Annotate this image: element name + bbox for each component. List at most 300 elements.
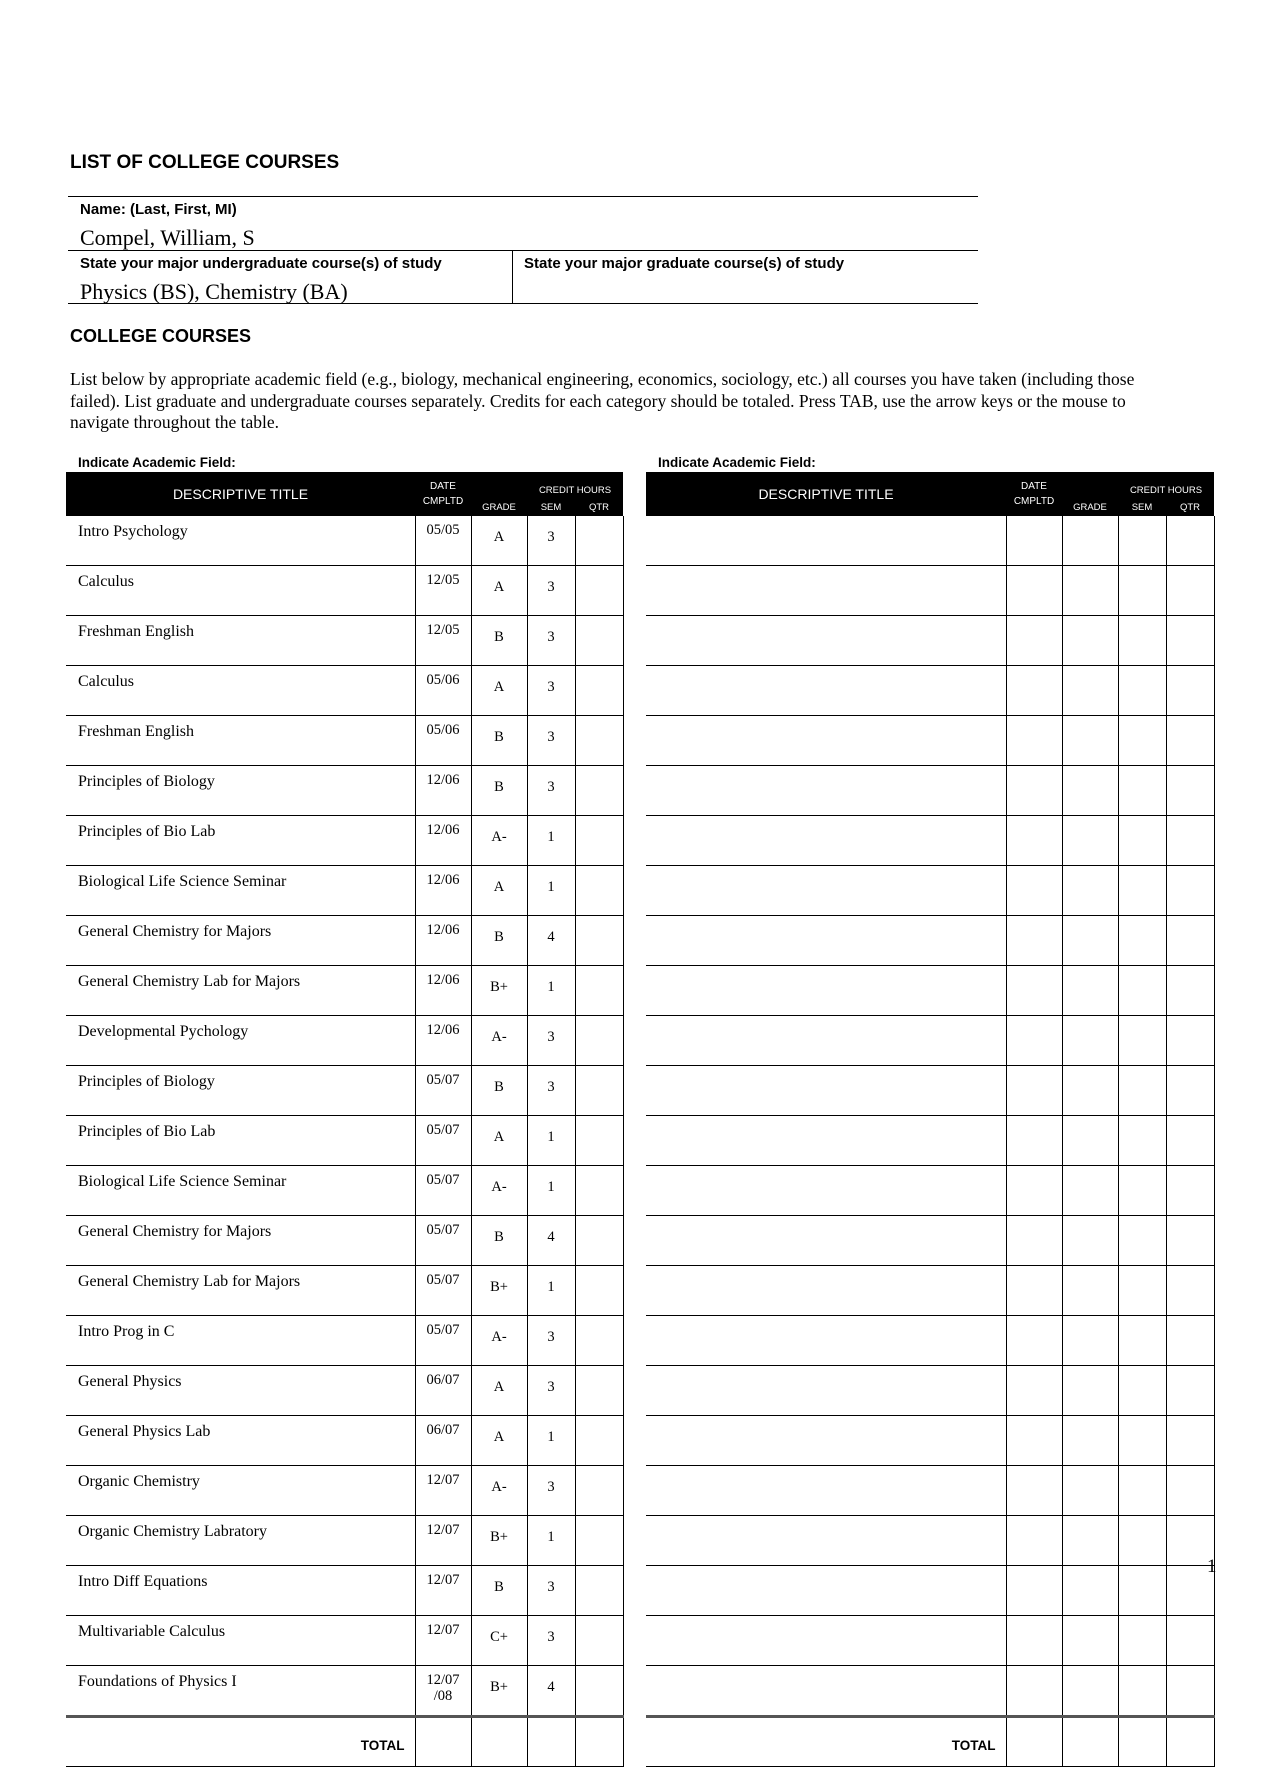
sem-hours-cell[interactable]: 1 xyxy=(527,1266,575,1316)
qtr-hours-cell[interactable] xyxy=(1166,1466,1214,1516)
qtr-hours-cell[interactable] xyxy=(1166,816,1214,866)
sem-hours-cell[interactable] xyxy=(1118,516,1166,566)
grade-cell[interactable]: A- xyxy=(471,1166,527,1216)
course-title-cell[interactable] xyxy=(646,1466,1006,1516)
sem-hours-cell[interactable]: 3 xyxy=(527,766,575,816)
grade-cell[interactable] xyxy=(1062,1166,1118,1216)
date-completed-cell[interactable]: 06/07 xyxy=(415,1416,471,1466)
course-row xyxy=(646,1266,1214,1316)
qtr-hours-cell[interactable] xyxy=(575,1166,623,1216)
total-sem-cell[interactable] xyxy=(527,1717,575,1767)
course-row xyxy=(646,1516,1214,1566)
qtr-hours-cell[interactable] xyxy=(1166,966,1214,1016)
sem-hours-cell[interactable]: 3 xyxy=(527,566,575,616)
grad-major-field[interactable] xyxy=(513,251,978,303)
date-completed-cell[interactable]: 12/06 xyxy=(415,916,471,966)
date-completed-cell[interactable]: 12/07 xyxy=(415,1516,471,1566)
sem-hours-cell[interactable] xyxy=(1118,1166,1166,1216)
course-row xyxy=(646,816,1214,866)
date-completed-cell[interactable] xyxy=(1006,1016,1062,1066)
sem-hours-cell[interactable] xyxy=(1118,1566,1166,1616)
grade-cell[interactable] xyxy=(1062,1666,1118,1717)
sem-hours-cell[interactable]: 3 xyxy=(527,1366,575,1416)
course-title-cell[interactable] xyxy=(646,1216,1006,1266)
course-row xyxy=(646,1566,1214,1616)
date-completed-cell[interactable] xyxy=(1006,866,1062,916)
course-title-cell[interactable]: Organic Chemistry xyxy=(66,1466,415,1516)
header-grade: GRADE xyxy=(1062,472,1118,516)
course-title-cell[interactable]: Calculus xyxy=(66,666,415,716)
sem-hours-cell[interactable]: 4 xyxy=(527,916,575,966)
course-row xyxy=(66,1666,623,1717)
grade-cell[interactable] xyxy=(1062,1616,1118,1666)
date-completed-cell[interactable]: 06/07 xyxy=(415,1366,471,1416)
date-completed-cell[interactable] xyxy=(1006,1216,1062,1266)
date-completed-cell[interactable]: 12/05 xyxy=(415,566,471,616)
undergrad-major-label: State your major undergraduate course(s) of study xyxy=(80,255,442,272)
date-completed-cell[interactable] xyxy=(1006,1266,1062,1316)
date-completed-cell[interactable]: 05/07 xyxy=(415,1066,471,1116)
grade-cell[interactable] xyxy=(1062,766,1118,816)
header-qtr: QTR xyxy=(1166,498,1214,516)
qtr-hours-cell[interactable] xyxy=(575,916,623,966)
sem-hours-cell[interactable]: 3 xyxy=(527,1066,575,1116)
sem-hours-cell[interactable] xyxy=(1118,866,1166,916)
course-row xyxy=(66,666,623,716)
grade-cell[interactable]: A xyxy=(471,866,527,916)
sem-hours-cell[interactable] xyxy=(1118,816,1166,866)
course-title-cell[interactable]: Freshman English xyxy=(66,616,415,666)
date-completed-cell[interactable] xyxy=(1006,566,1062,616)
course-title-cell[interactable] xyxy=(646,666,1006,716)
course-row xyxy=(66,1516,623,1566)
grade-cell[interactable] xyxy=(1062,1316,1118,1366)
total-qtr-cell[interactable] xyxy=(1166,1717,1214,1767)
grade-cell[interactable] xyxy=(1062,716,1118,766)
date-completed-cell[interactable] xyxy=(1006,1066,1062,1116)
header-credit-hours: CREDIT HOURS xyxy=(527,472,623,498)
qtr-hours-cell[interactable] xyxy=(575,616,623,666)
qtr-hours-cell[interactable] xyxy=(575,1466,623,1516)
course-title-cell[interactable]: Principles of Bio Lab xyxy=(66,816,415,866)
grade-cell[interactable]: B xyxy=(471,1216,527,1266)
grade-cell[interactable] xyxy=(1062,516,1118,566)
course-row xyxy=(646,966,1214,1016)
course-title-cell[interactable]: Freshman English xyxy=(66,716,415,766)
course-row xyxy=(646,716,1214,766)
date-completed-cell[interactable] xyxy=(1006,1466,1062,1516)
qtr-hours-cell[interactable] xyxy=(1166,1116,1214,1166)
header-date-line2: CMPLTD xyxy=(422,496,464,507)
sem-hours-cell[interactable]: 1 xyxy=(527,1166,575,1216)
grade-cell[interactable] xyxy=(1062,1116,1118,1166)
sem-hours-cell[interactable]: 3 xyxy=(527,616,575,666)
course-row xyxy=(646,1666,1214,1717)
course-title-cell[interactable]: Multivariable Calculus xyxy=(66,1616,415,1666)
grade-cell[interactable] xyxy=(1062,1266,1118,1316)
sem-hours-cell[interactable]: 1 xyxy=(527,816,575,866)
course-title-cell[interactable]: Calculus xyxy=(66,566,415,616)
course-row xyxy=(66,1116,623,1166)
grade-cell[interactable]: B xyxy=(471,1066,527,1116)
course-title-cell[interactable]: Foundations of Physics I xyxy=(66,1666,415,1717)
name-value[interactable]: Compel, William, S xyxy=(80,225,255,250)
date-completed-cell[interactable]: 12/06 xyxy=(415,866,471,916)
sem-hours-cell[interactable] xyxy=(1118,1216,1166,1266)
grade-cell[interactable]: A xyxy=(471,516,527,566)
course-title-cell[interactable] xyxy=(646,766,1006,816)
qtr-hours-cell[interactable] xyxy=(1166,766,1214,816)
grade-cell[interactable] xyxy=(1062,566,1118,616)
date-completed-cell[interactable] xyxy=(1006,1166,1062,1216)
qtr-hours-cell[interactable] xyxy=(575,966,623,1016)
course-row xyxy=(66,1416,623,1466)
sem-hours-cell[interactable] xyxy=(1118,1416,1166,1466)
date-completed-cell[interactable] xyxy=(1006,1616,1062,1666)
sem-hours-cell[interactable] xyxy=(1118,1116,1166,1166)
date-completed-cell[interactable]: 05/07 xyxy=(415,1216,471,1266)
total-qtr-cell[interactable] xyxy=(575,1717,623,1767)
date-completed-cell[interactable] xyxy=(1006,1116,1062,1166)
grade-cell[interactable]: B xyxy=(471,716,527,766)
date-completed-cell[interactable] xyxy=(1006,666,1062,716)
sem-hours-cell[interactable]: 3 xyxy=(527,716,575,766)
course-row xyxy=(646,1366,1214,1416)
sem-hours-cell[interactable] xyxy=(1118,1616,1166,1666)
course-row xyxy=(646,1316,1214,1366)
course-title-cell[interactable] xyxy=(646,1166,1006,1216)
date-completed-cell[interactable]: 12/06 xyxy=(415,816,471,866)
academic-field-label-right: Indicate Academic Field: xyxy=(658,455,816,470)
grade-cell[interactable]: A xyxy=(471,566,527,616)
grade-cell[interactable]: B xyxy=(471,616,527,666)
course-title-cell[interactable]: General Chemistry Lab for Majors xyxy=(66,966,415,1016)
sem-hours-cell[interactable]: 3 xyxy=(527,1566,575,1616)
date-completed-cell[interactable] xyxy=(1006,1366,1062,1416)
date-completed-cell[interactable] xyxy=(1006,1316,1062,1366)
date-completed-cell[interactable]: 05/07 xyxy=(415,1316,471,1366)
qtr-hours-cell[interactable] xyxy=(575,566,623,616)
grade-cell[interactable]: A xyxy=(471,1116,527,1166)
qtr-hours-cell[interactable] xyxy=(575,1366,623,1416)
course-title-cell[interactable]: General Physics xyxy=(66,1366,415,1416)
course-table-left xyxy=(66,472,624,1767)
qtr-hours-cell[interactable] xyxy=(575,1666,623,1717)
sem-hours-cell[interactable]: 3 xyxy=(527,666,575,716)
grade-cell[interactable]: A xyxy=(471,666,527,716)
course-row xyxy=(646,616,1214,666)
date-completed-cell[interactable]: 05/07 xyxy=(415,1166,471,1216)
section-title: COLLEGE COURSES xyxy=(70,326,252,346)
grade-cell[interactable] xyxy=(1062,1066,1118,1116)
qtr-hours-cell[interactable] xyxy=(1166,1416,1214,1466)
grade-cell[interactable] xyxy=(1062,1016,1118,1066)
sem-hours-cell[interactable]: 3 xyxy=(527,1616,575,1666)
name-field[interactable] xyxy=(68,196,978,250)
course-row xyxy=(66,1166,623,1216)
qtr-hours-cell[interactable] xyxy=(1166,1366,1214,1416)
sem-hours-cell[interactable]: 3 xyxy=(527,1316,575,1366)
course-title-cell[interactable] xyxy=(646,1016,1006,1066)
course-title-cell[interactable]: Intro Psychology xyxy=(66,516,415,566)
course-row xyxy=(66,966,623,1016)
page-number: 1 xyxy=(1207,1556,1217,1577)
date-completed-cell[interactable] xyxy=(1006,916,1062,966)
course-row xyxy=(66,716,623,766)
course-title-cell[interactable] xyxy=(646,616,1006,666)
date-completed-cell[interactable]: 12/05 xyxy=(415,616,471,666)
course-row xyxy=(66,866,623,916)
sem-hours-cell[interactable]: 4 xyxy=(527,1666,575,1717)
grad-major-label: State your major graduate course(s) of study xyxy=(524,255,845,272)
sem-hours-cell[interactable] xyxy=(1118,616,1166,666)
course-title-cell[interactable] xyxy=(646,816,1006,866)
grade-cell[interactable] xyxy=(1062,1366,1118,1416)
qtr-hours-cell[interactable] xyxy=(1166,616,1214,666)
date-completed-cell[interactable]: 12/07 xyxy=(415,1566,471,1616)
grade-cell[interactable]: B+ xyxy=(471,1516,527,1566)
grade-cell[interactable]: B+ xyxy=(471,966,527,1016)
course-title-cell[interactable] xyxy=(646,866,1006,916)
qtr-hours-cell[interactable] xyxy=(575,1216,623,1266)
qtr-hours-cell[interactable] xyxy=(575,1116,623,1166)
course-title-cell[interactable] xyxy=(646,1516,1006,1566)
qtr-hours-cell[interactable] xyxy=(575,1566,623,1616)
date-completed-cell[interactable] xyxy=(1006,1416,1062,1466)
qtr-hours-cell[interactable] xyxy=(575,1016,623,1066)
qtr-hours-cell[interactable] xyxy=(1166,1016,1214,1066)
qtr-hours-cell[interactable] xyxy=(1166,916,1214,966)
course-row xyxy=(66,1016,623,1066)
grade-cell[interactable] xyxy=(1062,616,1118,666)
qtr-hours-cell[interactable] xyxy=(575,1066,623,1116)
date-completed-cell[interactable] xyxy=(1006,966,1062,1016)
course-title-cell[interactable] xyxy=(646,916,1006,966)
date-completed-cell[interactable]: 12/06 xyxy=(415,966,471,1016)
date-completed-cell[interactable] xyxy=(1006,1666,1062,1717)
date-completed-cell[interactable]: 12/06 xyxy=(415,766,471,816)
course-title-cell[interactable] xyxy=(646,1316,1006,1366)
course-title-cell[interactable]: Biological Life Science Seminar xyxy=(66,866,415,916)
header-qtr: QTR xyxy=(575,498,623,516)
total-grade-cell[interactable] xyxy=(471,1717,527,1767)
sem-hours-cell[interactable] xyxy=(1118,666,1166,716)
qtr-hours-cell[interactable] xyxy=(1166,866,1214,916)
grade-cell[interactable]: B xyxy=(471,916,527,966)
course-title-cell[interactable]: General Chemistry for Majors xyxy=(66,1216,415,1266)
date-completed-cell[interactable]: 12/07 xyxy=(415,1616,471,1666)
sem-hours-cell[interactable]: 1 xyxy=(527,866,575,916)
undergrad-major-field[interactable] xyxy=(68,251,513,303)
grade-cell[interactable]: A- xyxy=(471,816,527,866)
qtr-hours-cell[interactable] xyxy=(575,816,623,866)
date-completed-cell[interactable]: 05/06 xyxy=(415,716,471,766)
course-title-cell[interactable]: Intro Diff Equations xyxy=(66,1566,415,1616)
grade-cell[interactable]: A- xyxy=(471,1466,527,1516)
date-completed-cell[interactable]: 05/07 xyxy=(415,1266,471,1316)
course-row xyxy=(66,566,623,616)
qtr-hours-cell[interactable] xyxy=(1166,1266,1214,1316)
date-completed-cell[interactable] xyxy=(1006,816,1062,866)
total-row xyxy=(646,1717,1214,1767)
course-row xyxy=(646,866,1214,916)
total-date-cell[interactable] xyxy=(415,1717,471,1767)
qtr-hours-cell[interactable] xyxy=(575,716,623,766)
total-label: TOTAL xyxy=(66,1717,415,1767)
sem-hours-cell[interactable] xyxy=(1118,766,1166,816)
qtr-hours-cell[interactable] xyxy=(1166,1216,1214,1266)
sem-hours-cell[interactable] xyxy=(1118,966,1166,1016)
qtr-hours-cell[interactable] xyxy=(575,1266,623,1316)
qtr-hours-cell[interactable] xyxy=(1166,1066,1214,1116)
date-completed-cell[interactable] xyxy=(1006,616,1062,666)
name-label: Name: (Last, First, MI) xyxy=(80,201,237,218)
grade-cell[interactable]: B xyxy=(471,1566,527,1616)
course-title-cell[interactable] xyxy=(646,1616,1006,1666)
grade-cell[interactable] xyxy=(1062,1466,1118,1516)
sem-hours-cell[interactable]: 3 xyxy=(527,1016,575,1066)
course-row xyxy=(646,1416,1214,1466)
course-row xyxy=(646,1466,1214,1516)
qtr-hours-cell[interactable] xyxy=(575,1416,623,1466)
course-title-cell[interactable] xyxy=(646,716,1006,766)
grade-cell[interactable]: C+ xyxy=(471,1616,527,1666)
course-title-cell[interactable] xyxy=(646,1266,1006,1316)
date-completed-cell[interactable] xyxy=(1006,1566,1062,1616)
date-completed-cell[interactable] xyxy=(1006,516,1062,566)
total-date-cell[interactable] xyxy=(1006,1717,1062,1767)
date-completed-cell[interactable]: 05/05 xyxy=(415,516,471,566)
sem-hours-cell[interactable]: 3 xyxy=(527,516,575,566)
sem-hours-cell[interactable]: 1 xyxy=(527,1416,575,1466)
course-title-cell[interactable] xyxy=(646,1416,1006,1466)
grade-cell[interactable]: B+ xyxy=(471,1666,527,1717)
course-title-cell[interactable] xyxy=(646,1066,1006,1116)
header-credit-hours: CREDIT HOURS xyxy=(1118,472,1214,498)
course-title-cell[interactable]: Principles of Biology xyxy=(66,1066,415,1116)
total-grade-cell[interactable] xyxy=(1062,1717,1118,1767)
grade-cell[interactable]: B+ xyxy=(471,1266,527,1316)
qtr-hours-cell[interactable] xyxy=(1166,716,1214,766)
grade-cell[interactable] xyxy=(1062,1216,1118,1266)
sem-hours-cell[interactable] xyxy=(1118,1366,1166,1416)
sem-hours-cell[interactable]: 1 xyxy=(527,1516,575,1566)
header-date-line1: DATE xyxy=(430,481,456,492)
course-row xyxy=(66,766,623,816)
qtr-hours-cell[interactable] xyxy=(575,766,623,816)
undergrad-major-value[interactable]: Physics (BS), Chemistry (BA) xyxy=(80,279,348,304)
course-title-cell[interactable]: General Physics Lab xyxy=(66,1416,415,1466)
course-title-cell[interactable] xyxy=(646,1366,1006,1416)
sem-hours-cell[interactable] xyxy=(1118,566,1166,616)
course-row xyxy=(66,1616,623,1666)
grade-cell[interactable] xyxy=(1062,1516,1118,1566)
course-title-cell[interactable] xyxy=(646,966,1006,1016)
total-label: TOTAL xyxy=(646,1717,1006,1767)
date-completed-cell[interactable]: 05/06 xyxy=(415,666,471,716)
course-title-cell[interactable] xyxy=(646,516,1006,566)
grade-cell[interactable]: A- xyxy=(471,1316,527,1366)
date-completed-cell[interactable]: 12/07 xyxy=(415,1466,471,1516)
qtr-hours-cell[interactable] xyxy=(1166,1616,1214,1666)
course-title-cell[interactable] xyxy=(646,1116,1006,1166)
date-completed-cell[interactable] xyxy=(1006,1516,1062,1566)
course-title-cell[interactable]: Principles of Bio Lab xyxy=(66,1116,415,1166)
date-completed-cell[interactable]: 05/07 xyxy=(415,1116,471,1166)
header-date-completed xyxy=(415,472,471,516)
grade-cell[interactable] xyxy=(1062,966,1118,1016)
sem-hours-cell[interactable]: 1 xyxy=(527,1116,575,1166)
qtr-hours-cell[interactable] xyxy=(575,1616,623,1666)
grade-cell[interactable]: A xyxy=(471,1366,527,1416)
sem-hours-cell[interactable] xyxy=(1118,1266,1166,1316)
sem-hours-cell[interactable] xyxy=(1118,1316,1166,1366)
course-row xyxy=(66,816,623,866)
course-title-cell[interactable] xyxy=(646,1666,1006,1717)
qtr-hours-cell[interactable] xyxy=(575,666,623,716)
total-sem-cell[interactable] xyxy=(1118,1717,1166,1767)
sem-hours-cell[interactable]: 4 xyxy=(527,1216,575,1266)
course-row xyxy=(66,1216,623,1266)
qtr-hours-cell[interactable] xyxy=(575,516,623,566)
grade-cell[interactable]: A- xyxy=(471,1016,527,1066)
date-completed-cell[interactable]: 12/06 xyxy=(415,1016,471,1066)
sem-hours-cell[interactable]: 3 xyxy=(527,1466,575,1516)
sem-hours-cell[interactable] xyxy=(1118,1516,1166,1566)
sem-hours-cell[interactable] xyxy=(1118,716,1166,766)
course-title-cell[interactable]: Intro Prog in C xyxy=(66,1316,415,1366)
course-title-cell[interactable]: Biological Life Science Seminar xyxy=(66,1166,415,1216)
qtr-hours-cell[interactable] xyxy=(1166,666,1214,716)
course-title-cell[interactable]: General Chemistry for Majors xyxy=(66,916,415,966)
course-title-cell[interactable] xyxy=(646,566,1006,616)
date-completed-cell[interactable]: 12/07 /08 xyxy=(415,1666,471,1717)
grade-cell[interactable] xyxy=(1062,816,1118,866)
qtr-hours-cell[interactable] xyxy=(575,1516,623,1566)
qtr-hours-cell[interactable] xyxy=(1166,1166,1214,1216)
sem-hours-cell[interactable] xyxy=(1118,1066,1166,1116)
qtr-hours-cell[interactable] xyxy=(1166,1666,1214,1717)
grade-cell[interactable] xyxy=(1062,666,1118,716)
course-title-cell[interactable]: Organic Chemistry Labratory xyxy=(66,1516,415,1566)
sem-hours-cell[interactable]: 1 xyxy=(527,966,575,1016)
date-completed-cell[interactable] xyxy=(1006,716,1062,766)
course-title-cell[interactable]: Developmental Pychology xyxy=(66,1016,415,1066)
course-title-cell[interactable]: General Chemistry Lab for Majors xyxy=(66,1266,415,1316)
course-row xyxy=(66,1366,623,1416)
sem-hours-cell[interactable] xyxy=(1118,916,1166,966)
sem-hours-cell[interactable] xyxy=(1118,1666,1166,1717)
qtr-hours-cell[interactable] xyxy=(575,1316,623,1366)
qtr-hours-cell[interactable] xyxy=(1166,1316,1214,1366)
sem-hours-cell[interactable] xyxy=(1118,1466,1166,1516)
grade-cell[interactable]: B xyxy=(471,766,527,816)
grade-cell[interactable]: A xyxy=(471,1416,527,1466)
qtr-hours-cell[interactable] xyxy=(1166,516,1214,566)
course-title-cell[interactable] xyxy=(646,1566,1006,1616)
grade-cell[interactable] xyxy=(1062,866,1118,916)
date-completed-cell[interactable] xyxy=(1006,766,1062,816)
course-title-cell[interactable]: Principles of Biology xyxy=(66,766,415,816)
qtr-hours-cell[interactable] xyxy=(575,866,623,916)
grade-cell[interactable] xyxy=(1062,916,1118,966)
sem-hours-cell[interactable] xyxy=(1118,1016,1166,1066)
course-row xyxy=(66,1566,623,1616)
instructions-text: List below by appropriate academic field (e.g., biology, mechanical engineering, economics, sociology, etc.) all courses you have taken (including those failed). List graduate and undergraduate courses separately. Credits for each category should be totaled. Press TAB, use the arrow keys or the mouse to navigate throughout the table. xyxy=(70,369,1135,432)
grade-cell[interactable] xyxy=(1062,1416,1118,1466)
qtr-hours-cell[interactable] xyxy=(1166,566,1214,616)
grade-cell[interactable] xyxy=(1062,1566,1118,1616)
